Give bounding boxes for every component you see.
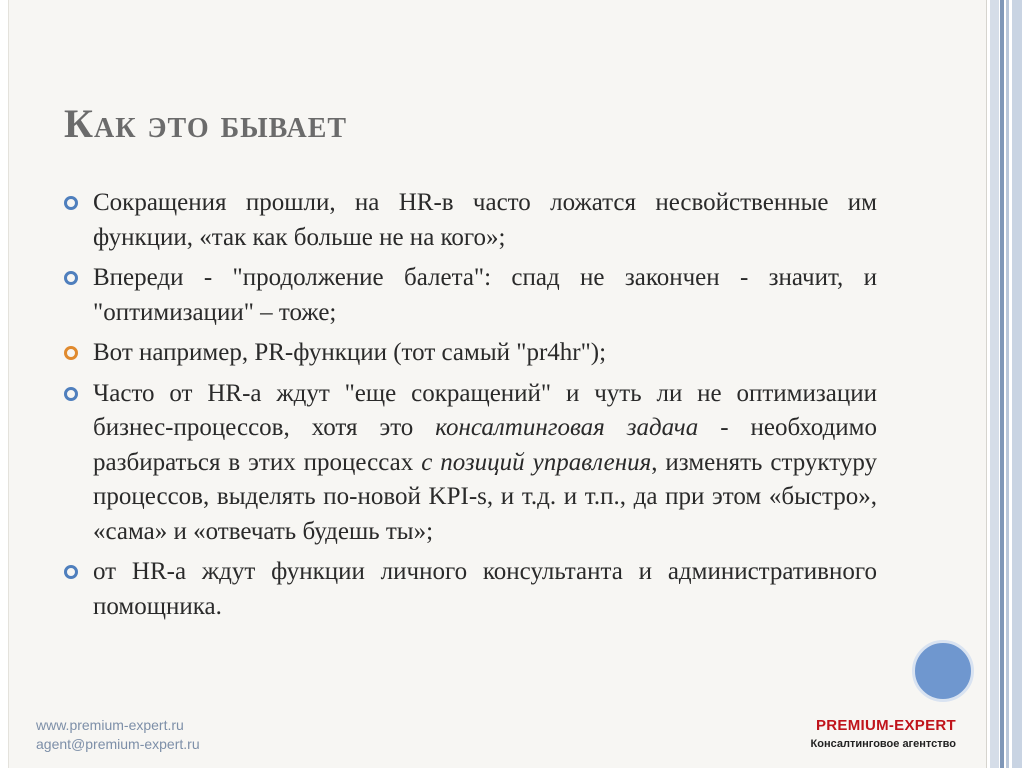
footer-brand — [811, 716, 956, 752]
brand-tagline: Консалтинговое агентство — [810, 738, 956, 750]
bullet-text: Сокращения прошли, на HR-в часто ложатся несвойственные им функции, «так как больше не на кого»; — [93, 189, 877, 251]
stripe — [990, 0, 999, 768]
bullet-text: Вот например, PR-функции (тот самый "pr4hr"); — [93, 339, 607, 366]
bullet-item — [93, 555, 877, 624]
bullet-item — [93, 186, 877, 255]
stripe — [1006, 0, 1009, 768]
slide-title: Как это бывает — [64, 101, 348, 146]
bullet-text: Впереди - "продолжение балета": спад не закончен - значит, и "оптимизации" – тоже; — [93, 264, 877, 326]
emphasized-text: консалтинговая задача — [435, 414, 699, 441]
decorative-stripes — [988, 0, 1024, 768]
bullet-text: Часто от HR-а ждут "еще сокращений" и чуть ли не оптимизации бизнес-процессов, хотя это — [93, 379, 877, 441]
bullet-ring-icon — [64, 565, 78, 579]
footer-contacts — [36, 716, 200, 754]
email-link[interactable]: agent@premium-expert.ru — [36, 736, 200, 752]
website-link[interactable]: www.premium-expert.ru — [36, 717, 184, 733]
bullet-text: - необходимо разбираться в этих процессах — [93, 414, 877, 476]
bullet-ring-icon — [64, 346, 78, 360]
bullet-text: , изменять структуру процессов, выделять по-новой KPI-s, и т.д. и т.п., да при этом «быстро», «сама» и «отвечать будешь ты»; — [93, 448, 877, 545]
bullet-item — [93, 261, 877, 330]
stripe — [1012, 0, 1022, 768]
bullet-item — [93, 377, 877, 550]
bullet-ring-icon — [64, 271, 78, 285]
bullet-ring-icon — [64, 387, 78, 401]
brand-name: PREMIUM-EXPERT — [815, 717, 956, 734]
decorative-circle — [912, 640, 974, 702]
bullet-text: от HR-а ждут функции личного консультанта и административного помощника. — [93, 558, 877, 620]
bullet-list — [93, 186, 877, 630]
stripe — [1000, 0, 1004, 768]
bullet-item — [93, 336, 877, 371]
bullet-ring-icon — [64, 196, 78, 210]
emphasized-text: с позиций управления — [421, 448, 652, 476]
